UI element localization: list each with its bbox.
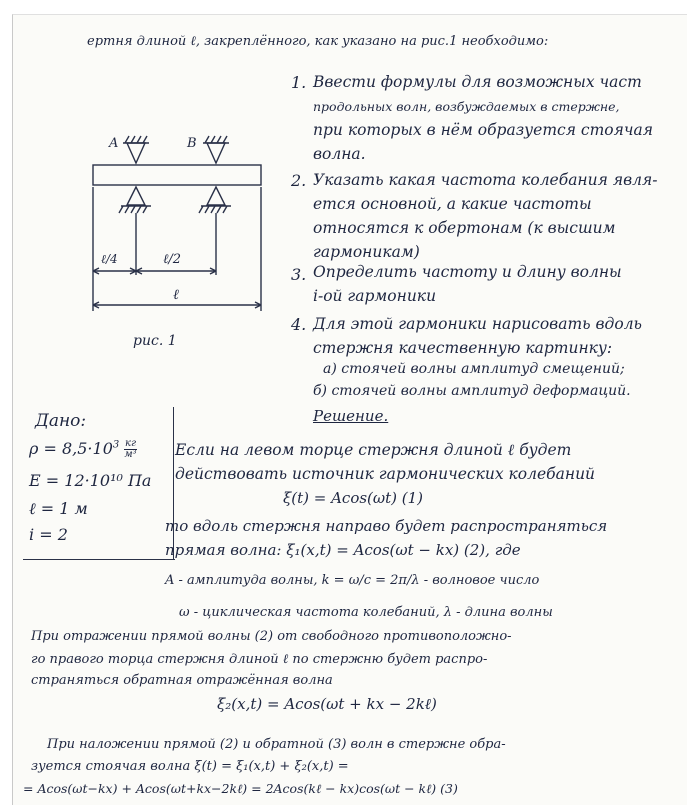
task-number: 3.	[291, 265, 307, 284]
task-line: Ввести формулы для возможных част	[313, 73, 642, 91]
task-number: 2.	[291, 171, 307, 190]
solution-line: страняться обратная отражённая волна	[31, 673, 333, 688]
support-a-triangle	[127, 143, 145, 163]
figure-caption: рис. 1	[133, 333, 177, 349]
task-line: Указать какая частота колебания явля-	[313, 171, 658, 189]
document-page	[12, 14, 687, 805]
rod	[93, 165, 261, 185]
label-a: A	[109, 136, 119, 151]
solution-line: ω - циклическая частота колебаний, λ - длина волны	[179, 605, 553, 620]
solution-line: A - амплитуда волны, k = ω/c = 2π/λ - волновое число	[165, 573, 540, 588]
solution-line: то вдоль стержня направо будет распространяться	[165, 517, 608, 535]
label-b: B	[187, 136, 197, 151]
solution-line: При отражении прямой волны (2) от свободного противоположно-	[31, 629, 512, 644]
solution-title: Решение.	[313, 407, 389, 425]
rod-figure	[53, 131, 293, 331]
support-b-triangle	[207, 143, 225, 163]
solution-line: ξ(t) = Acos(ωt) (1)	[283, 489, 424, 507]
solution-line: го правого торца стержня длиной ℓ по стержню будет распро-	[31, 652, 488, 667]
task-line: при которых в нём образуется стоячая	[313, 121, 654, 139]
given-l: ℓ = 1 м	[29, 499, 88, 518]
given-e: E = 12·10¹⁰ Па	[29, 471, 152, 490]
task-line: гармоникам)	[313, 243, 420, 261]
solution-line: зуется стоячая волна ξ(t) = ξ₁(x,t) + ξ₂(x,t) =	[31, 759, 349, 774]
task-number: 4.	[291, 315, 307, 334]
given-i: i = 2	[29, 525, 68, 544]
solution-line: = Acos(ωt−kx) + Acos(ωt+kx−2kℓ) = 2Acos(kℓ − kx)cos(ωt − kℓ) (3)	[23, 781, 458, 796]
task-line: б) стоячей волны амплитуд деформаций.	[313, 383, 631, 399]
task-line: ется основной, а какие частоты	[313, 195, 592, 213]
task-number: 1.	[291, 73, 307, 92]
given-title: Дано:	[35, 411, 87, 431]
task-line: относятся к обертонам (к высшим	[313, 219, 616, 237]
solution-line: Если на левом торце стержня длиной ℓ будет	[175, 441, 572, 459]
task-line: стержня качественную картинку:	[313, 339, 613, 357]
task-line: i-ой гармоники	[313, 287, 437, 305]
dim-l-label: ℓ	[173, 287, 179, 303]
dim-l4-label: ℓ/4	[101, 252, 118, 266]
solution-line: действовать источник гармонических колебаний	[175, 465, 596, 483]
dim-l2-label: ℓ/2	[163, 252, 182, 267]
task-line: Для этой гармоники нарисовать вдоль	[313, 315, 642, 333]
support-b-bottom	[207, 187, 225, 205]
support-a-bottom	[127, 187, 145, 205]
solution-line: прямая волна: ξ₁(x,t) = Acos(ωt − kx) (2), где	[165, 541, 521, 559]
given-underline	[23, 559, 175, 560]
given-rho: $\rho = 8,5\cdot 10^3$ кг м³	[29, 438, 137, 460]
header-line: ертня длиной ℓ, закреплённого, как указано на рис.1 необходимо:	[87, 34, 549, 49]
solution-line: При наложении прямой (2) и обратной (3) волн в стержне обра-	[47, 737, 506, 752]
task-line: а) стоячей волны амплитуд смещений;	[323, 361, 625, 377]
task-line: волна.	[313, 145, 366, 163]
task-line: продольных волн, возбуждаемых в стержне,	[313, 99, 620, 114]
task-line: Определить частоту и длину волны	[313, 263, 622, 281]
solution-line: ξ₂(x,t) = Acos(ωt + kx − 2kℓ)	[217, 695, 437, 713]
